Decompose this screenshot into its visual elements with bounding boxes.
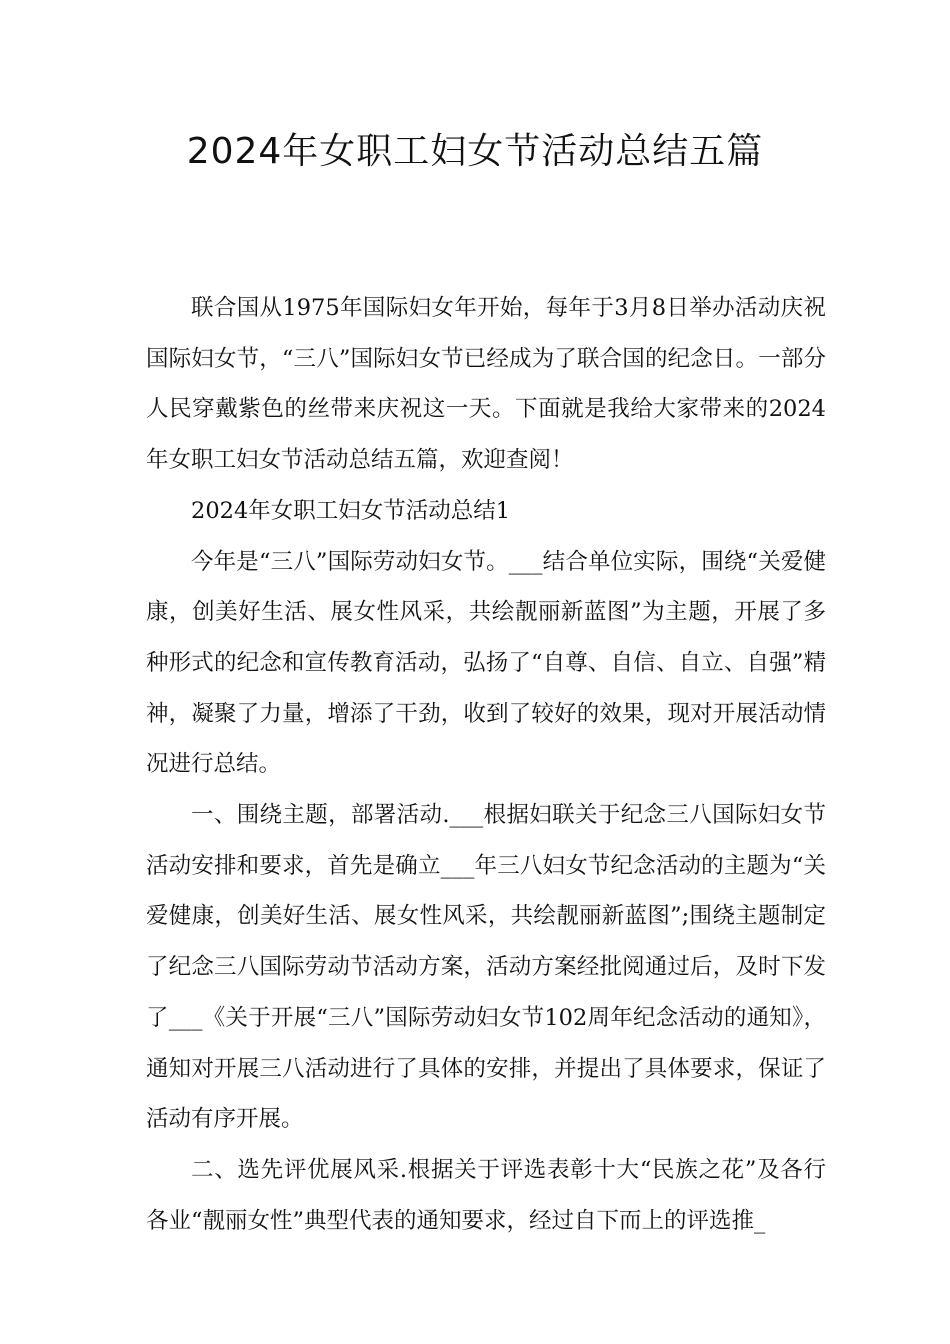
section-heading: 2024年女职工妇女节活动总结1	[191, 497, 511, 524]
body-paragraph: 今年是“三八”国际劳动妇女节。___结合单位实际，围绕“关爱健康，创美好生活、展女性风采，共绘靓丽新蓝图”为主题，开展了多种形式的纪念和宣传教育活动，弘扬了“自尊、自信、自立、自强”精神，凝聚了力量，增添了干劲，收到了较好的效果，现对开展活动情况进行总结。	[146, 548, 826, 778]
body-paragraph: 一、围绕主题，部署活动.___根据妇联关于纪念三八国际妇女节活动安排和要求，首先是确立___年三八妇女节纪念活动的主题为“关爱健康，创美好生活、展女性风采，共绘靓丽新蓝图”;围绕主题制定了纪念三八国际劳动节活动方案，活动方案经批阅通过后，及时下发了___《关于开展“三八”国际劳动妇女节102周年纪念活动的通知》，通知对开展三八活动进行了具体的安排，并提出了具体要求，保证了活动有序开展。	[146, 802, 826, 1133]
body-paragraph: 二、选先评优展风采.根据关于评选表彰十大“民族之花”及各行各业“靓丽女性”典型代表的通知要求，经过自下而上的评选推_	[146, 1156, 826, 1234]
document-title: 2024年女职工妇女节活动总结五篇	[186, 131, 764, 172]
document-body	[146, 283, 826, 1246]
intro-paragraph: 联合国从1975年国际妇女年开始，每年于3月8日举办活动庆祝国际妇女节，“三八”国际妇女节已经成为了联合国的纪念日。一部分人民穿戴紫色的丝带来庆祝这一天。下面就是我给大家带来的2024年女职工妇女节活动总结五篇，欢迎查阅！	[146, 295, 826, 474]
